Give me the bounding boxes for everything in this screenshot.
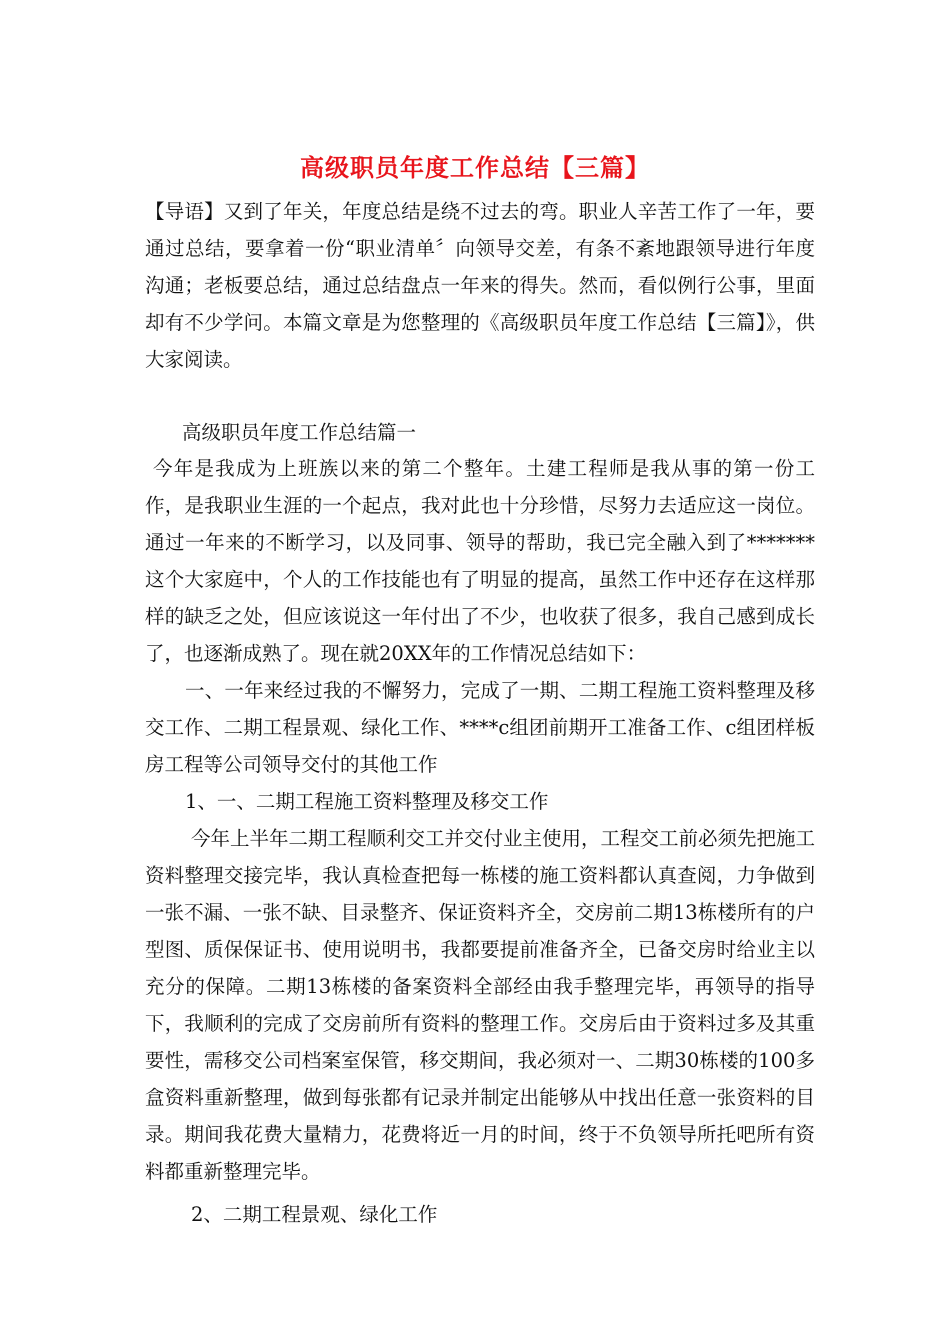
paragraph-4: 今年上半年二期工程顺利交工并交付业主使用，工程交工前必须先把施工资料整理交接完毕，我认真检查把每一栋楼的施工资料都认真查阅，力争做到一张不漏、一张不缺、目录整齐、保证资料齐全，交房前二期13栋楼所有的户型图、质保保证书、使用说明书，我都要提前准备齐全，已备交房时给业主以充分的保障。二期13栋楼的备案资料全部经由我手整理完毕，再领导的指导下，我顺利的完成了交房前所有资料的整理工作。交房后由于资料过多及其重要性，需移交公司档案室保管，移交期间，我必须对一、二期30栋楼的100多盒资料重新整理，做到每张都有记录并制定出能够从中找出任意一张资料的目录。期间我花费大量精力，花费将近一月的时间，终于不负领导所托吧所有资料都重新整理完毕。 xyxy=(145,827,816,1183)
intro-text: 【导语】又到了年关，年度总结是绕不过去的弯。职业人辛苦工作了一年，要通过总结，要拿着一份“职业清单〞向领导交差，有条不紊地跟领导进行年度沟通；老板要总结，通过总结盘点一年来的得失。然而，看似例行公事，里面却有不少学问。本篇文章是为您整理的《高级职员年度工作总结【三篇】》，供大家阅读。 xyxy=(145,200,815,371)
section-body xyxy=(145,450,815,1233)
paragraph-3: 1、一、二期工程施工资料整理及移交工作 xyxy=(185,790,549,813)
paragraph-2: 一、一年来经过我的不懈努力，完成了一期、二期工程施工资料整理及移交工作、二期工程景观、绿化工作、****c组团前期开工准备工作、c组团样板房工程等公司领导交付的其他工作 xyxy=(145,679,815,776)
document-title: 高级职员年度工作总结【三篇】 xyxy=(300,153,650,182)
paragraph-1: 今年是我成为上班族以来的第二个整年。土建工程师是我从事的第一份工作，是我职业生涯的一个起点，我对此也十分珍惜，尽努力去适应这一岗位。通过一年来的不断学习，以及同事、领导的帮助，我已完全融入到了*******这个大家庭中，个人的工作技能也有了明显的提高，虽然工作中还存在这样那样的缺乏之处，但应该说这一年付出了不少，也收获了很多，我自己感到成长了，也逐渐成熟了。现在就20XX年的工作情况总结如下： xyxy=(145,457,815,665)
intro-paragraph xyxy=(145,193,815,378)
section-heading: 高级职员年度工作总结篇一 xyxy=(182,421,417,444)
paragraph-5: 2、二期工程景观、绿化工作 xyxy=(191,1203,438,1226)
